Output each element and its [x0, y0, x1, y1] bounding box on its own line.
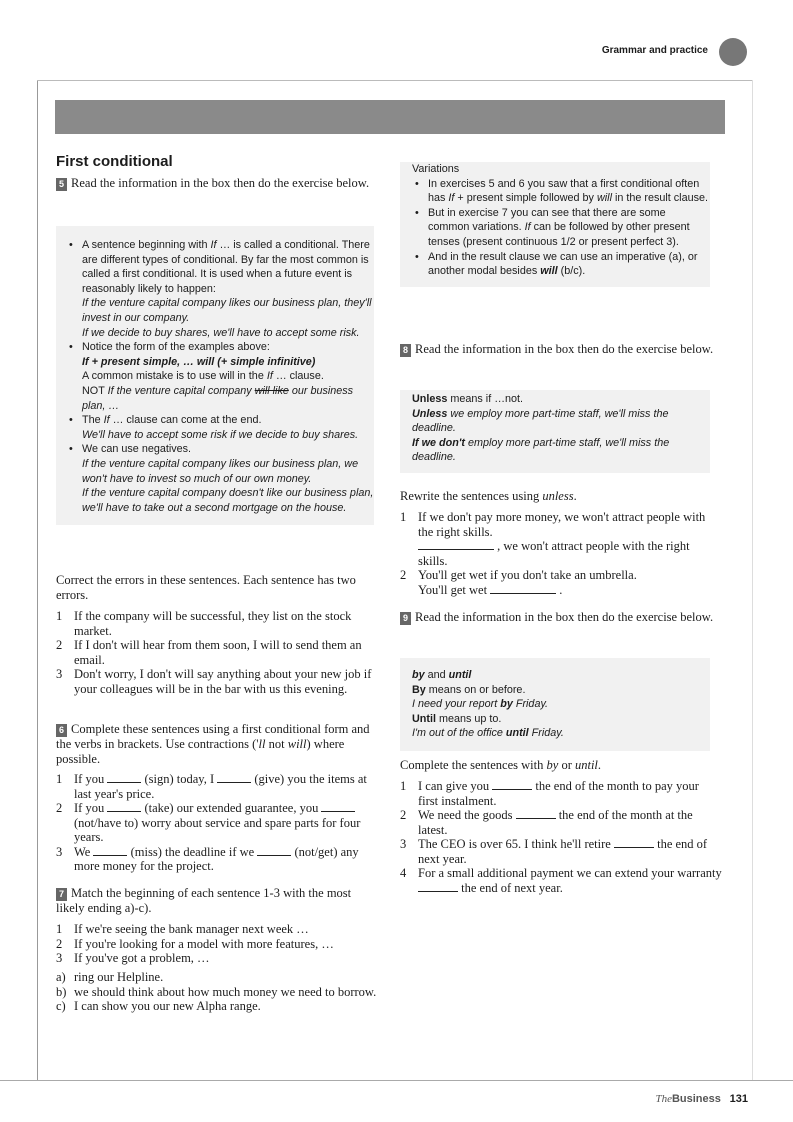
ex8-rewrite: Rewrite the sentences using unless.	[400, 489, 577, 503]
ex5-box-item: • A sentence beginning with If … is called a conditional. There are different types of conditional. By far the most common is called a first conditional. It is used when a future event is reasonably likely to happen: If the venture capital company likes our business plan, they'll invest in our company. If we decide to buy shares, we'll have to accept some risk.	[66, 238, 374, 340]
ex9-box-line: Until means up to.	[412, 712, 502, 725]
ex8-item-text: If we don't pay more money, we won't attract people with the right skills. , we won't attract people with the right skills.	[418, 510, 706, 568]
ex7-item	[56, 951, 378, 966]
ex9-complete: Complete the sentences with by or until.	[400, 758, 602, 772]
ex6-item	[56, 772, 378, 801]
ex6-item	[56, 801, 378, 845]
ex6-instruction-text: Complete these sentences using a first conditional form and the verbs in brackets. Use contractions ('ll not will) where possible.	[56, 722, 370, 766]
ex9-item-text: For a small additional payment we can extend your warranty the end of next year.	[418, 866, 722, 895]
ex6-item-number: 3	[56, 844, 63, 859]
ex6-item-text: If you (take) our extended guarantee, you (not/have to) worry about service and spare parts for four years.	[74, 801, 361, 844]
ex8-info-box	[400, 390, 710, 473]
margin-line-right	[752, 80, 753, 1080]
ex5-instruction	[56, 176, 374, 191]
ex9-item	[400, 837, 722, 866]
ex7-item	[56, 922, 378, 937]
footer-rule	[0, 1080, 793, 1081]
section-marker-icon	[719, 38, 747, 66]
ex5-item-text: If the company will be successful, they list on the stock market.	[74, 609, 352, 638]
variations-item: • But in exercise 7 you can see that there are some common variations. If can be followed by other present tenses (present continuous 1/2 or present perfect 3).	[412, 206, 710, 250]
ex9-box-line: By means on or before.	[412, 683, 526, 696]
ex5-item-text: If I don't will hear from them soon, I will to send them an email.	[74, 638, 362, 667]
ex9-item-number: 1	[400, 779, 407, 793]
page-footer	[655, 1093, 748, 1105]
ex8-item-number: 1	[400, 510, 407, 524]
footer-brand: Business	[671, 1093, 721, 1105]
variations-item: • In exercises 5 and 6 you saw that a first conditional often has If + present simple followed by will in the result clause.	[412, 177, 710, 206]
ex5-correct-instruction: Correct the errors in these sentences. Each sentence has two errors.	[56, 573, 356, 602]
ex7-ending-text: ring our Helpline.	[74, 970, 164, 984]
ex8-list	[400, 510, 720, 597]
ex6-item	[56, 845, 378, 874]
ex8-item	[400, 568, 720, 597]
ex9-item	[400, 779, 722, 808]
variations-list	[412, 177, 710, 279]
ex5-item-text: Don't worry, I don't will say anything about your new job if your colleagues will be in the bar with us this evening.	[74, 667, 372, 696]
ex9-box-line: by and until	[412, 669, 472, 681]
ex7-endings	[56, 970, 378, 1014]
ex9-info-box	[400, 658, 710, 751]
ex7-ending	[56, 970, 378, 985]
ex9-item	[400, 808, 722, 837]
ex9-item-number: 4	[400, 866, 407, 880]
ex5-box-item: • Notice the form of the examples above: If + present simple, … will (+ simple infinitive) A common mistake is to use will in the If … clause. NOT If the venture capital company will like our business plan, …	[66, 340, 374, 413]
ex8-badge: 8	[400, 344, 411, 357]
ex7-item-text: If you're looking for a model with more features, …	[74, 936, 334, 951]
ex8-instruction-text: Read the information in the box then do the exercise below.	[415, 342, 714, 356]
ex7-item-text: If we're seeing the bank manager next week …	[74, 922, 309, 936]
ex7-ending	[56, 985, 378, 1000]
ex7-list	[56, 922, 378, 966]
ex6-item-text: We (miss) the deadline if we (not/get) any more money for the project.	[74, 844, 359, 873]
margin-line-left	[37, 80, 38, 1080]
ex5-list	[56, 609, 378, 696]
ex7-badge: 7	[56, 888, 67, 901]
ex8-item-number: 2	[400, 568, 407, 582]
ex7-instruction-text: Match the beginning of each sentence 1-3 with the most likely ending a)-c).	[56, 886, 352, 915]
page-title: First conditional	[56, 153, 173, 170]
ex6-item-number: 2	[56, 801, 63, 815]
ex9-instruction	[400, 610, 718, 625]
ex9-item	[400, 866, 722, 895]
ex9-list	[400, 779, 722, 895]
ex5-item	[56, 609, 378, 638]
ex7-ending	[56, 999, 378, 1014]
ex9-item-text: We need the goods the end of the month at the latest.	[418, 808, 693, 837]
ex7-item	[56, 937, 378, 952]
section-banner	[55, 100, 725, 134]
ex6-item-number: 1	[56, 772, 63, 786]
ex9-box-line: I need your report by Friday.	[412, 698, 549, 711]
ex6-instruction	[56, 722, 380, 766]
ex7-ending-number: b)	[56, 984, 67, 999]
ex5-box-item: • The If … clause can come at the end. We'll have to accept some risk if we decide to buy shares.	[66, 413, 374, 442]
footer-brand-prefix: The	[655, 1093, 672, 1105]
variations-item: • And in the result clause we can use an imperative (a), or another modal besides will (b/c).	[412, 250, 710, 279]
variations-box	[400, 162, 710, 287]
ex9-box-line: I'm out of the office until Friday.	[412, 727, 564, 740]
ex6-item-text: If you (sign) today, I (give) you the items at last year's price.	[74, 772, 367, 801]
ex8-item	[400, 510, 720, 568]
ex8-box-line: If we don't employ more part-time staff, we'll miss the deadline.	[412, 436, 670, 464]
ex8-box-line: Unless we employ more part-time staff, we'll miss the deadline.	[412, 407, 669, 435]
ex9-item-text: The CEO is over 65. I think he'll retire the end of next year.	[418, 837, 708, 866]
ex5-item	[56, 667, 378, 696]
ex5-box-item: • We can use negatives. If the venture capital company likes our business plan, we won't have to invest so much of our own money. If the venture capital company doesn't like our business plan, we'll have to take out a second mortgage on the house.	[66, 442, 374, 515]
ex6-badge: 6	[56, 724, 67, 737]
ex8-box-line: Unless means if …not.	[412, 393, 524, 405]
ex7-item-number: 1	[56, 922, 63, 936]
header-rule	[37, 80, 753, 81]
ex7-ending-number: a)	[56, 970, 66, 984]
ex9-item-number: 2	[400, 808, 407, 822]
page-number: 131	[729, 1093, 748, 1105]
ex7-instruction	[56, 886, 374, 916]
ex5-instruction-text: Read the information in the box then do the exercise below.	[71, 176, 370, 190]
ex5-info-box	[56, 226, 374, 525]
ex5-item	[56, 638, 378, 667]
ex7-item-number: 2	[56, 936, 63, 951]
ex7-ending-text: we should think about how much money we need to borrow.	[74, 984, 377, 999]
ex5-item-number: 3	[56, 667, 63, 681]
ex7-item-text: If you've got a problem, …	[74, 951, 210, 965]
ex7-ending-text: I can show you our new Alpha range.	[74, 999, 261, 1013]
variations-title: Variations	[412, 163, 460, 175]
ex7-ending-number: c)	[56, 999, 66, 1013]
ex8-instruction	[400, 342, 718, 357]
ex5-badge: 5	[56, 178, 67, 191]
ex9-item-text: I can give you the end of the month to pay your first instalment.	[418, 779, 699, 808]
ex8-item-text: You'll get wet if you don't take an umbrella. You'll get wet .	[418, 568, 637, 597]
ex6-list	[56, 772, 378, 874]
ex9-badge: 9	[400, 612, 411, 625]
ex9-item-number: 3	[400, 837, 407, 851]
ex5-box-list	[66, 238, 374, 515]
section-header: Grammar and practice	[601, 45, 708, 56]
ex9-instruction-text: Read the information in the box then do the exercise below.	[415, 610, 714, 624]
ex5-item-number: 2	[56, 638, 63, 652]
ex5-item-number: 1	[56, 609, 63, 623]
ex7-item-number: 3	[56, 951, 63, 965]
